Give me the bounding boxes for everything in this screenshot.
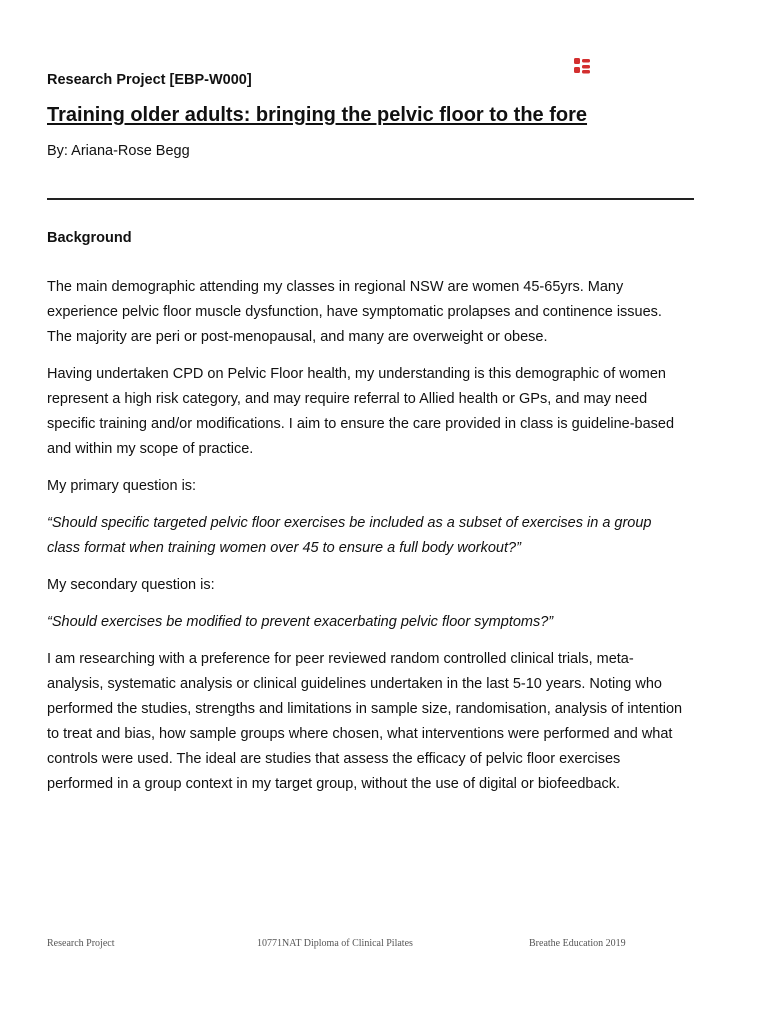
primary-question-quote: “Should specific targeted pelvic floor exercises be included as a subset of exercises in a group class format when training women over 45 to ensure a full body workout?” [47,515,652,556]
header-divider [47,198,694,200]
project-label: Research Project [EBP-W000] [47,72,252,88]
background-body [47,275,687,809]
section-heading-background: Background [47,230,132,246]
paragraph-primary-question-label: My primary question is: [47,478,197,494]
paragraph-cpd: Having undertaken CPD on Pelvic Floor health, my understanding is this demographic of women represent a high risk category, and may require referral to Allied health or GPs, and may need specific training and/or modifications. I aim to ensure the care provided in class is guideline-based and within my scope of practice. [47,366,675,457]
paragraph-secondary-question-label: My secondary question is: [47,577,215,593]
paragraph-research-method: I am researching with a preference for peer reviewed random controlled clinical trials, meta-analysis, systematic analysis or clinical guidelines undertaken in the last 5-10 years. Noting who performed the studies, strengths and limitations in sample size, randomisation, analysis of intention to treat and bias, how sample groups where chosen, what interventions were performed and what controls were used. The ideal are studies that assess the efficacy of pelvic floor exercises performed in a group context in my target group, without the use of digital or biofeedback. [47,651,683,792]
author-line: By: Ariana-Rose Begg [47,143,190,159]
brand-logo-icon [574,58,590,74]
footer-center: 10771NAT Diploma of Clinical Pilates [257,938,413,949]
footer-left: Research Project [47,938,115,949]
paragraph-demographic: The main demographic attending my classes in regional NSW are women 45-65yrs. Many experience pelvic floor muscle dysfunction, have symptomatic prolapses and continence issues. The majority are peri or post-menopausal, and many are overweight or obese. [47,279,662,345]
secondary-question-quote: “Should exercises be modified to prevent exacerbating pelvic floor symptoms?” [47,614,554,630]
page-title: Training older adults: bringing the pelvic floor to the fore [47,104,588,126]
footer-right: Breathe Education 2019 [529,938,626,949]
